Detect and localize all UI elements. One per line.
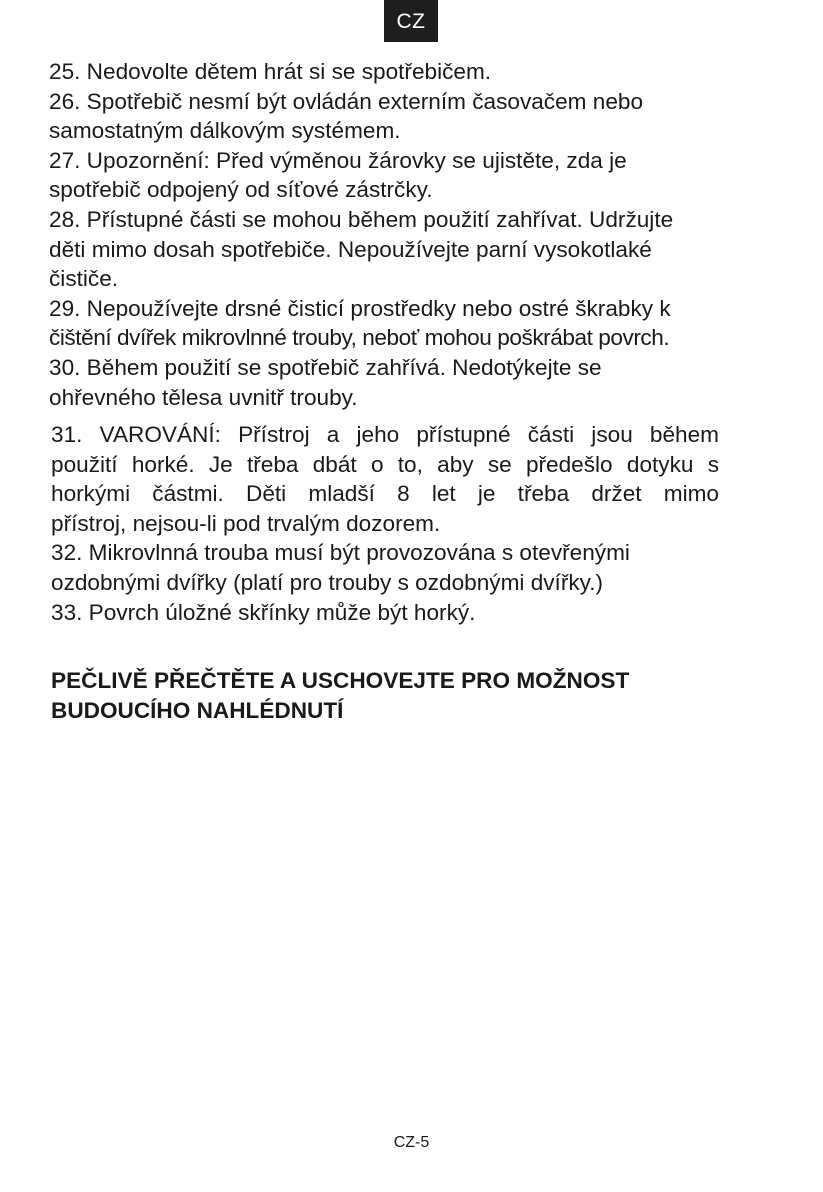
item-30-line: ohřevného tělesa uvnitř trouby. [49,384,358,410]
language-tab: CZ [384,0,438,42]
item-31-line: použití horké. Je třeba dbát o to, aby se předešlo dotyku s [51,451,719,477]
item-27-line: 27. Upozornění: Před výměnou žárovky se ujistěte, zda je [49,147,627,173]
item-31-line: 31. VAROVÁNÍ: Přístroj a jeho přístupné části jsou během [51,422,719,447]
item-31-line: přístroj, nejsou-li pod trvalým dozorem. [51,510,441,536]
item-32-line: 32. Mikrovlnná trouba musí být provozována s otevřenými [51,540,630,566]
item-32-line: ozdobnými dvířky (platí pro trouby s ozdobnými dvířky.) [51,569,604,595]
item-29-line: čištění dvířek mikrovlnné trouby, neboť mohou poškrábat povrch. [49,325,670,351]
item-26-line: samostatným dálkovým systémem. [49,118,401,144]
item-28-line: děti mimo dosah spotřebiče. Nepoužívejte parní vysokotlaké [49,236,652,262]
safety-items-upper [49,57,769,412]
notice-line-1: PEČLIVĚ PŘEČTĚTE A USCHOVEJTE PRO MOŽNOST [51,668,630,693]
item-25-line: 25. Nedovolte dětem hrát si se spotřebičem. [49,59,492,84]
safety-items-lower [51,420,719,627]
read-and-keep-notice [51,666,751,725]
item-29-line: 29. Nepoužívejte drsné čisticí prostředky nebo ostré škrabky k [49,295,671,321]
notice-line-2: BUDOUCÍHO NAHLÉDNUTÍ [51,697,344,723]
item-26-line: 26. Spotřebič nesmí být ovládán externím časovačem nebo [49,88,644,114]
item-28-line: 28. Přístupné části se mohou během použití zahřívat. Udržujte [49,206,674,232]
item-28-line: čističe. [49,266,119,292]
item-30-line: 30. Během použití se spotřebič zahřívá. Nedotýkejte se [49,354,602,380]
item-31-line: horkými částmi. Děti mladší 8 let je třeba držet mimo [51,481,719,507]
item-27-line: spotřebič odpojený od síťové zástrčky. [49,177,433,203]
page-number: CZ-5 [393,1134,430,1151]
item-33-line: 33. Povrch úložné skřínky může být horký. [51,599,476,625]
